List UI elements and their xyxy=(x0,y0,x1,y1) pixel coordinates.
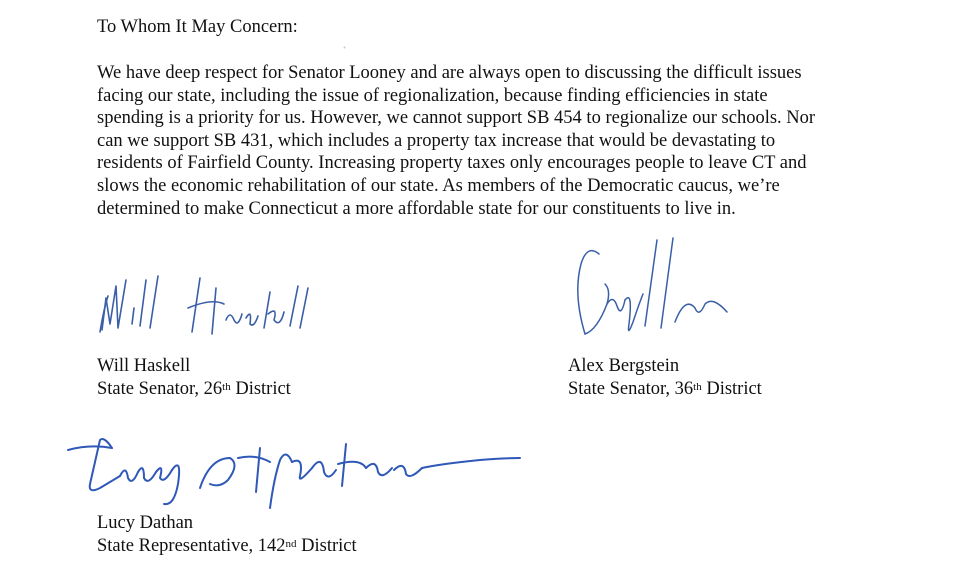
letter-body xyxy=(97,62,897,220)
title-prefix: State Representative, 142 xyxy=(97,536,286,556)
body-line: can we support SB 431, which includes a property tax increase that would be devastating to xyxy=(97,130,776,151)
title-prefix: State Senator, 36 xyxy=(568,379,694,399)
signer-name: Lucy Dathan xyxy=(97,513,194,533)
title-prefix: State Senator, 26 xyxy=(97,379,223,399)
signature-will-haskell xyxy=(92,268,317,348)
title-ordinal: th xyxy=(222,381,231,393)
title-ordinal: nd xyxy=(285,538,297,550)
title-suffix: District xyxy=(230,379,291,399)
body-line: slows the economic rehabilitation of our state. As members of the Democratic caucus, we’re xyxy=(97,175,780,196)
body-line: residents of Fairfield County. Increasing property taxes only encourages people to leave CT and xyxy=(97,153,807,174)
title-suffix: District xyxy=(701,379,762,399)
title-ordinal: th xyxy=(693,381,702,393)
signer-block-lucy-dathan xyxy=(97,512,357,558)
body-line: spending is a priority for us. However, we cannot support SB 454 to regionalize our schools. Nor xyxy=(97,108,816,129)
signature-lucy-dathan xyxy=(60,428,530,513)
signer-title xyxy=(568,378,762,401)
signer-name: Alex Bergstein xyxy=(568,356,680,376)
signer-title xyxy=(97,378,291,401)
title-suffix: District xyxy=(296,536,357,556)
signer-title xyxy=(97,535,357,558)
salutation: To Whom It May Concern: xyxy=(97,17,298,37)
signature-alex-bergstein xyxy=(567,234,752,344)
signer-block-alex-bergstein xyxy=(568,355,762,401)
body-line: facing our state, including the issue of regionalization, because finding efficiencies in state xyxy=(97,85,768,106)
body-line: determined to make Connecticut a more affordable state for our constituents to live in. xyxy=(97,198,736,219)
body-line: We have deep respect for Senator Looney and are always open to discussing the difficult issues xyxy=(97,63,802,83)
scan-speck xyxy=(343,36,346,39)
signer-name: Will Haskell xyxy=(97,356,191,376)
signer-block-will-haskell xyxy=(97,355,291,401)
